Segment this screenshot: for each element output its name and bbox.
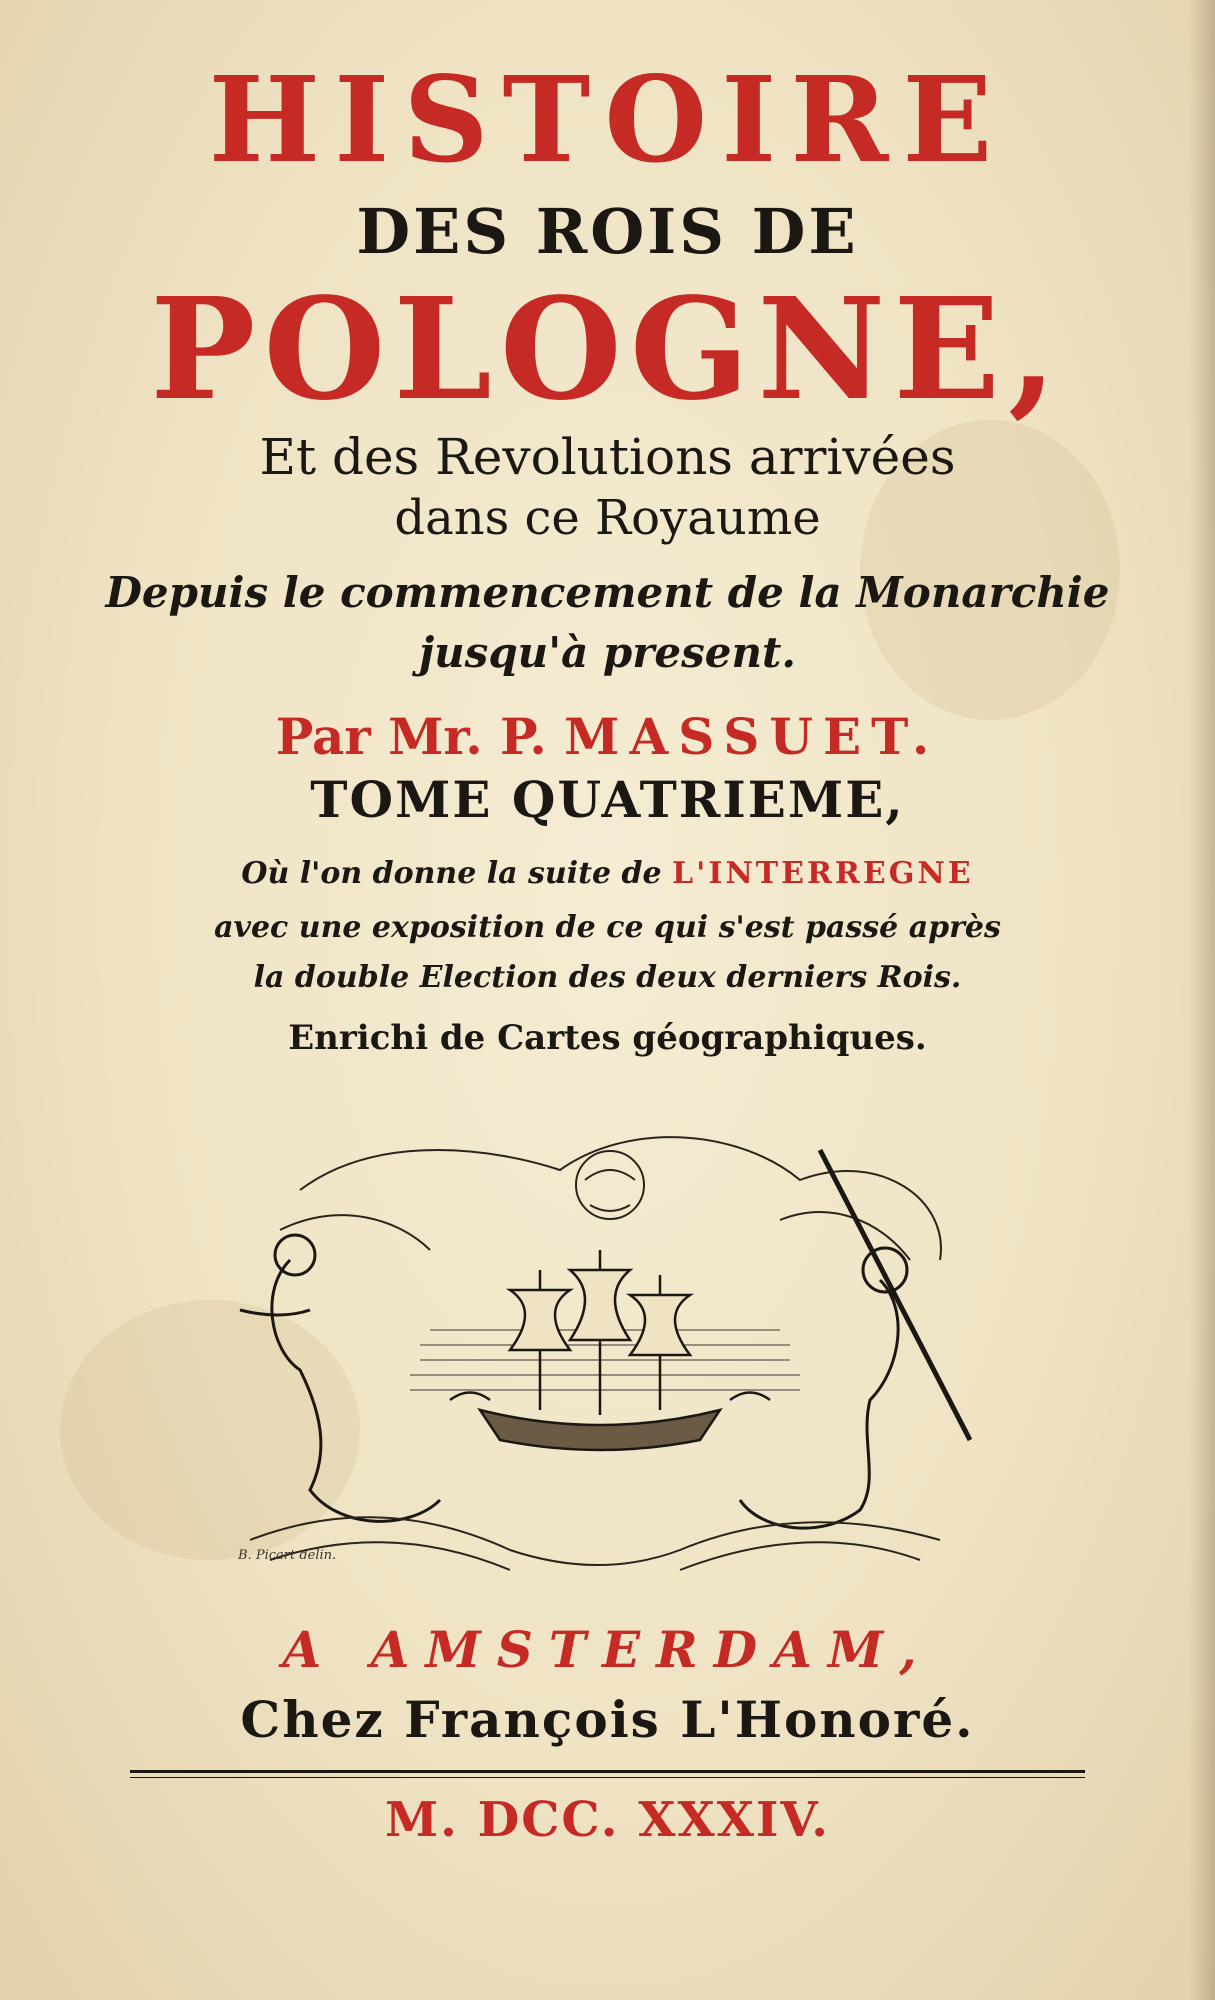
author-name: MASSUET.	[564, 707, 940, 766]
subtitle-depuis: Depuis le commencement de la Monarchie	[105, 568, 1110, 617]
imprint-place: A AMSTERDAM,	[282, 1620, 933, 1679]
subtitle-royaume: dans ce Royaume	[394, 490, 821, 546]
ship-engraving-icon	[180, 1110, 1010, 1590]
author-line	[0, 707, 1215, 766]
imprint-year: M. DCC. XXXIV.	[385, 1792, 830, 1848]
description-line-3: la double Election des deux derniers Rois.	[253, 960, 962, 995]
description-line-2: avec une exposition de ce qui s'est passé après	[214, 910, 1001, 945]
author-prefix: Par Mr. P.	[275, 707, 547, 766]
interregne-label: L'INTERREGNE	[672, 856, 974, 891]
title-pologne: POLOGNE,	[150, 268, 1065, 432]
imprint-divider	[130, 1770, 1085, 1773]
volume-line: TOME QUATRIEME,	[310, 770, 905, 829]
imprint-publisher: Chez François L'Honoré.	[240, 1690, 975, 1749]
enrichi-line: Enrichi de Cartes géographiques.	[288, 1018, 927, 1058]
description-prefix: Où l'on donne la suite de	[241, 856, 662, 891]
subtitle-revolutions: Et des Revolutions arrivées	[259, 428, 956, 486]
title-histoire: HISTOIRE	[208, 50, 1007, 189]
description-line-1	[0, 856, 1215, 891]
engraving-credit: B. Picart delin.	[238, 1548, 337, 1563]
title-des-rois-de: DES ROIS DE	[356, 195, 859, 268]
subtitle-present: jusqu'à present.	[418, 628, 797, 677]
imprint-divider-thin	[130, 1777, 1085, 1778]
